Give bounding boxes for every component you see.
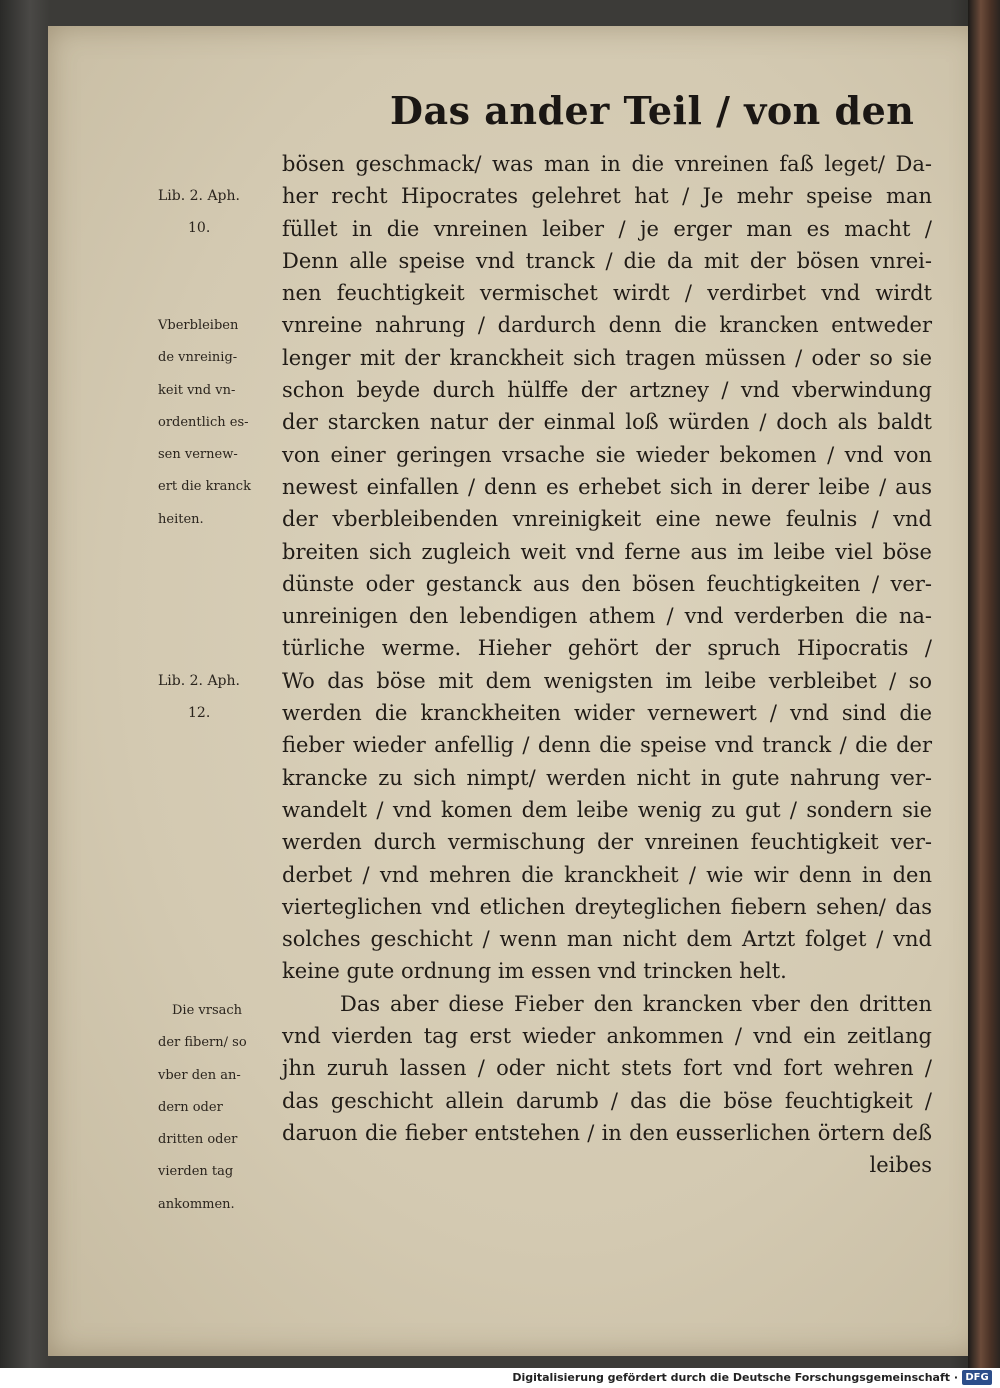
text-line: krancke zu sich nimpt/ werden nicht in gute nahrung ver- — [282, 765, 932, 790]
margin-note-aph-10 — [158, 180, 282, 245]
text-line: fieber wieder anfellig / denn die speise vnd tranck / die der — [282, 733, 932, 758]
margin-note-line: 10. — [188, 220, 211, 237]
text-line: der vberbleibenden vnreinigkeit eine newe feulnis / vnd — [282, 507, 932, 532]
catchword: leibes — [869, 1153, 932, 1178]
text-line: füllet in die vnreinen leiber / je erger man es macht / — [282, 216, 932, 241]
text-line: nen feuchtigkeit vermischet wirdt / verdirbet vnd wirdt — [282, 281, 932, 306]
text-line: das geschicht allein darumb / das die böse feuchtigkeit / — [282, 1088, 932, 1113]
margin-note-line: ordentlich es- — [158, 414, 249, 430]
margin-note-line: vierden tag — [158, 1164, 234, 1180]
margin-note-line: Die vrsach — [172, 1003, 243, 1018]
text-line: wandelt / vnd komen dem leibe wenig zu gut / sondern sie — [282, 797, 932, 822]
margin-note-aph-12 — [158, 665, 282, 730]
margin-note-fever-cause — [158, 995, 282, 1221]
text-line: türliche werme. Hieher gehört der spruch Hipocratis / — [282, 636, 932, 661]
text-line: Denn alle speise vnd tranck / die da mit der bösen vnrei- — [282, 248, 932, 273]
margin-note-line: sen vernew- — [158, 447, 238, 463]
text-line: werden durch vermischung der vnreinen feuchtigkeit ver- — [282, 830, 932, 855]
paragraph-start-line: Das aber diese Fieber den krancken vber den dritten — [340, 991, 932, 1016]
text-line: werden die kranckheiten wider vernewert / vnd sind die — [282, 701, 932, 726]
margin-note-line: dritten oder — [158, 1132, 238, 1148]
text-line: bösen geschmack/ was man in die vnreinen faß leget/ Da- — [282, 152, 932, 176]
text-line: von einer geringen vrsache sie wieder bekomen / vnd von — [282, 442, 932, 467]
margin-note-line: vber den an- — [158, 1067, 241, 1083]
text-line: derbet / vnd mehren die kranckheit / wie wir denn in den — [282, 862, 932, 887]
text-line: vierteglichen vnd etlichen dreyteglichen fiebern sehen/ das — [282, 894, 932, 919]
margin-note-line: Lib. 2. Aph. — [158, 188, 240, 204]
body-text — [282, 148, 932, 1182]
margin-note-line: der fibern/ so — [158, 1035, 247, 1051]
text-line: vnreine nahrung / dardurch denn die krancken entweder — [282, 313, 932, 338]
text-line: newest einfallen / denn es erhebet sich in derer leibe / aus — [282, 474, 932, 499]
text-line: her recht Hipocrates gelehret hat / Je mehr speise man — [282, 184, 932, 209]
margin-note-impurity — [158, 310, 282, 536]
margin-note-line: 12. — [188, 705, 211, 722]
text-line: solches geschicht / wenn man nicht dem Artzt folget / vnd — [282, 927, 932, 952]
margin-note-line: ert die kranck — [158, 479, 251, 495]
digitization-credit: Digitalisierung gefördert durch die Deutsche Forschungsgemeinschaft · — [512, 1371, 958, 1384]
text-line: daruon die fieber entstehen / in den eusserlichen örtern deß — [282, 1120, 932, 1145]
text-line: lenger mit der kranckheit sich tragen müssen / oder so sie — [282, 345, 932, 370]
text-line: unreinigen den lebendigen athem / vnd verderben die na- — [282, 604, 932, 629]
margin-note-line: keit vnd vn- — [158, 382, 236, 398]
text-line: schon beyde durch hülffe der artzney / vnd vberwindung — [282, 378, 932, 403]
margin-note-line: heiten. — [158, 511, 204, 527]
margin-note-line: Vberbleiben — [158, 318, 239, 333]
margin-note-line: de vnreinig- — [158, 350, 238, 366]
dfg-logo-icon: DFG — [962, 1370, 992, 1385]
text-line: dünste oder gestanck aus den bösen feuchtigkeiten / ver- — [282, 571, 932, 596]
text-line: der starcken natur der einmal loß würden / doch als baldt — [282, 410, 932, 435]
margin-note-line: dern oder — [158, 1099, 223, 1115]
text-line: keine gute ordnung im essen vnd trincken helt. — [282, 959, 787, 984]
text-line: jhn zuruh lassen / oder nicht stets fort vnd fort wehren / — [282, 1056, 932, 1081]
text-line: vnd vierden tag erst wieder ankommen / vnd ein zeitlang — [282, 1024, 932, 1049]
book-binding-edge — [968, 0, 1000, 1368]
margin-note-line: Lib. 2. Aph. — [158, 673, 240, 689]
text-line: breiten sich zugleich weit vnd ferne aus im leibe viel böse — [282, 539, 932, 564]
running-header: Das ander Teil / von den — [390, 88, 915, 133]
margin-note-line: ankommen. — [158, 1196, 235, 1212]
text-line: Wo das böse mit dem wenigsten im leibe verbleibet / so — [282, 668, 932, 693]
